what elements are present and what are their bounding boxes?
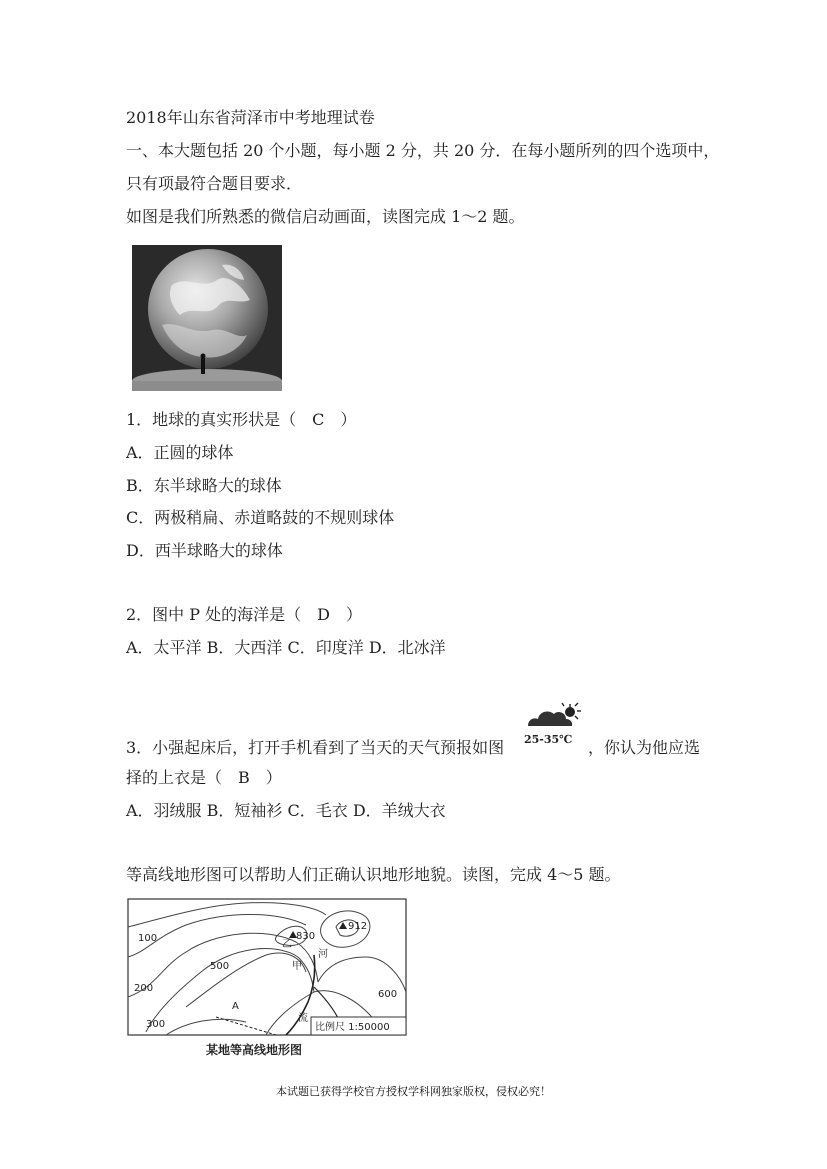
river-he-label: 河	[318, 949, 328, 960]
contour-map	[126, 897, 410, 1059]
contour-label-500: 500	[210, 961, 230, 972]
contour-label-100: 100	[138, 933, 158, 944]
question-1-option-b: B．东半球略大的球体	[126, 476, 282, 495]
intro-q4-5: 等高线地形图可以帮助人们正确认识地形地貌。读图，完成 4～5 题。	[126, 865, 621, 884]
question-1-option-a: A．正圆的球体	[126, 443, 234, 462]
scale-label: 比例尺 1:50000	[315, 1022, 390, 1033]
peak-912-label: 912	[348, 921, 368, 932]
contour-label-300: 300	[146, 1019, 166, 1030]
weather-temperature: 25-35℃	[524, 733, 573, 746]
map-caption: 某地等高线地形图	[206, 1043, 303, 1057]
question-3-stem-part1: 3．小强起床后，打开手机看到了当天的天气预报如图	[126, 738, 505, 757]
point-a-label: A	[232, 1001, 239, 1012]
question-1-option-d: D．西半球略大的球体	[126, 541, 283, 560]
intro-q1-2: 如图是我们所熟悉的微信启动画面，读图完成 1～2 题。	[126, 207, 525, 226]
question-2-stem: 2．图中 P 处的海洋是（ D ）	[126, 605, 362, 624]
question-3-stem-part3: 择的上衣是（ B ）	[126, 768, 282, 787]
weather-forecast-figure	[524, 702, 582, 750]
wechat-earth-image	[132, 245, 282, 391]
section-instruction-line2: 只有项最符合题目要求．	[126, 174, 303, 193]
peak-830-label: 830	[296, 931, 316, 942]
page-title: 2018年山东省菏泽市中考地理试卷	[126, 108, 375, 127]
section-instruction-line1: 一、本大题包括 20 个小题，每小题 2 分，共 20 分．在每小题所列的四个选项中，	[126, 141, 720, 160]
question-1-stem: 1．地球的真实形状是（ C ）	[126, 410, 357, 429]
question-2-options: A．太平洋 B．大西洋 C．印度洋 D．北冰洋	[126, 638, 446, 657]
cloud-sun-icon	[524, 702, 582, 732]
question-3-options: A．羽绒服 B．短袖衫 C．毛衣 D．羊绒大衣	[126, 801, 446, 820]
point-jia-label: 甲	[292, 961, 302, 972]
contour-label-600: 600	[378, 989, 398, 1000]
river-liu-label: 流	[298, 1013, 308, 1024]
question-1-option-c: C．两极稍扁、赤道略鼓的不规则球体	[126, 508, 395, 527]
question-3-stem-part2: ，你认为他应选	[588, 738, 701, 757]
copyright-footer: 本试题已获得学校官方授权学科网独家版权，侵权必究！	[276, 1085, 551, 1098]
contour-label-200: 200	[134, 983, 154, 994]
point-yi-label: 乙	[282, 939, 292, 950]
